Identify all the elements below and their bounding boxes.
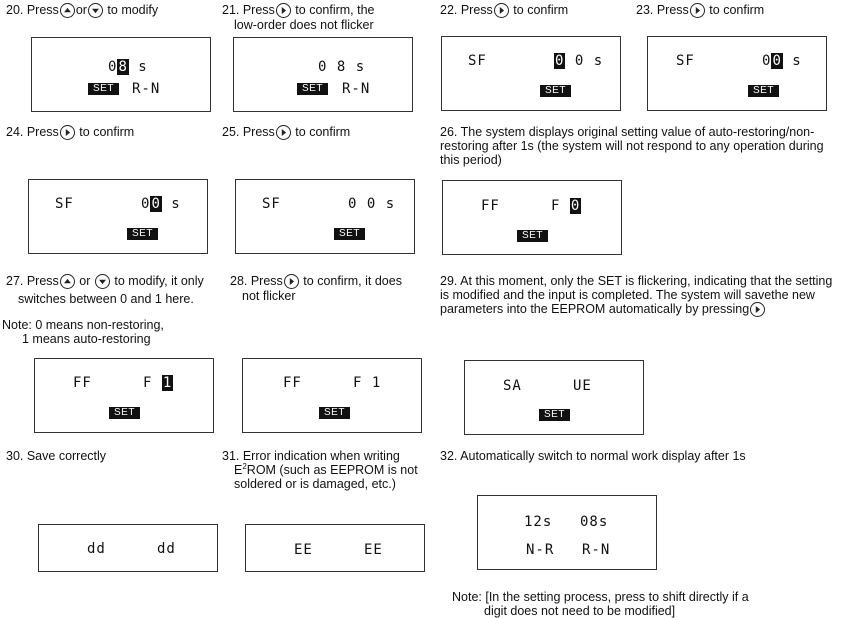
step-30-caption: 30. Save correctly [6,449,107,463]
lcd-display-28: FF F 1 SET [242,358,422,433]
flashing-digit: 0 [151,196,161,212]
step-26-caption: 26. The system displays original setting value of auto-restoring/non- restoring after 1s (the system will not respond to any operation during this period) [440,125,824,167]
right-arrow-button-icon [276,3,291,18]
step-24-caption: 24. Press to confirm [6,125,135,139]
lcd-display-26: FF F 0 SET [442,180,622,255]
step-21-caption: 21. Press to confirm, the low-order does not flicker [222,3,375,32]
set-indicator: SET [539,409,570,421]
right-arrow-button-icon [750,302,765,317]
set-indicator: SET [334,228,365,240]
flashing-digit: 0 [555,53,565,69]
set-indicator: SET [540,85,571,97]
up-arrow-button-icon [60,274,75,289]
right-arrow-button-icon [276,125,291,140]
lcd-display-29: SA UE SET [464,360,644,435]
lcd-display-25: SF 0 0 s SET [235,179,415,254]
set-indicator: SET [517,230,548,242]
step-27-caption: 27. Press or to modify, it only switches between 0 and 1 here. [6,274,204,306]
step-28-caption: 28. Press to confirm, it does not flicker [230,274,402,303]
lcd-display-24: SF 00 s SET [28,179,208,254]
down-arrow-button-icon [88,3,103,18]
down-arrow-button-icon [95,274,110,289]
right-arrow-button-icon [60,125,75,140]
step-31-caption: 31. Error indication when writing $E^2ROM$ (such as EEPROM is not soldered or is damaged, etc.) [222,449,418,491]
flashing-digit: 0 [772,53,782,69]
set-indicator: SET [319,407,350,419]
step-25-caption: 25. Press to confirm [222,125,351,139]
lcd-display-32: 12s 08s N-R R-N [477,495,657,570]
flashing-digit: 0 [570,198,581,214]
lcd-display-30: dd dd [38,524,218,572]
step-22-caption: 22. Press to confirm [440,3,569,17]
final-note: Note: [In the setting process, press to shift directly if a digit does not need to be modified] [452,590,749,618]
step-23-caption: 23. Press to confirm [636,3,765,17]
flashing-digit: 1 [162,375,173,391]
lcd-display-23: SF 00 s SET [647,36,827,111]
set-indicator: SET [88,83,119,95]
right-arrow-button-icon [690,3,705,18]
lcd-display-21: 0 8 s SET R-N [233,37,413,112]
step-29-caption: 29. At this moment, only the SET is flickering, indicating that the setting is modified and the input is completed. The system will savethe new parameters into the EEPROM automatically by pressing [440,274,833,316]
lcd-display-20: 08 s SET R-N [31,37,211,112]
lcd-display-22: SF 0 0 s SET [441,36,621,111]
step-27-note: Note: 0 means non-restoring, 1 means auto-restoring [2,318,164,346]
set-indicator: SET [297,83,328,95]
set-indicator: SET [748,85,779,97]
right-arrow-button-icon [494,3,509,18]
lcd-display-27: FF F 1 SET [34,358,214,433]
set-indicator: SET [127,228,158,240]
up-arrow-button-icon [60,3,75,18]
step-32-caption: 32. Automatically switch to normal work display after 1s [440,449,746,463]
lcd-display-31: EE EE [245,524,425,572]
step-20-caption: 20. Press or to modify [6,3,159,17]
flashing-digit: 8 [118,59,128,75]
set-indicator: SET [109,407,140,419]
right-arrow-button-icon [284,274,299,289]
